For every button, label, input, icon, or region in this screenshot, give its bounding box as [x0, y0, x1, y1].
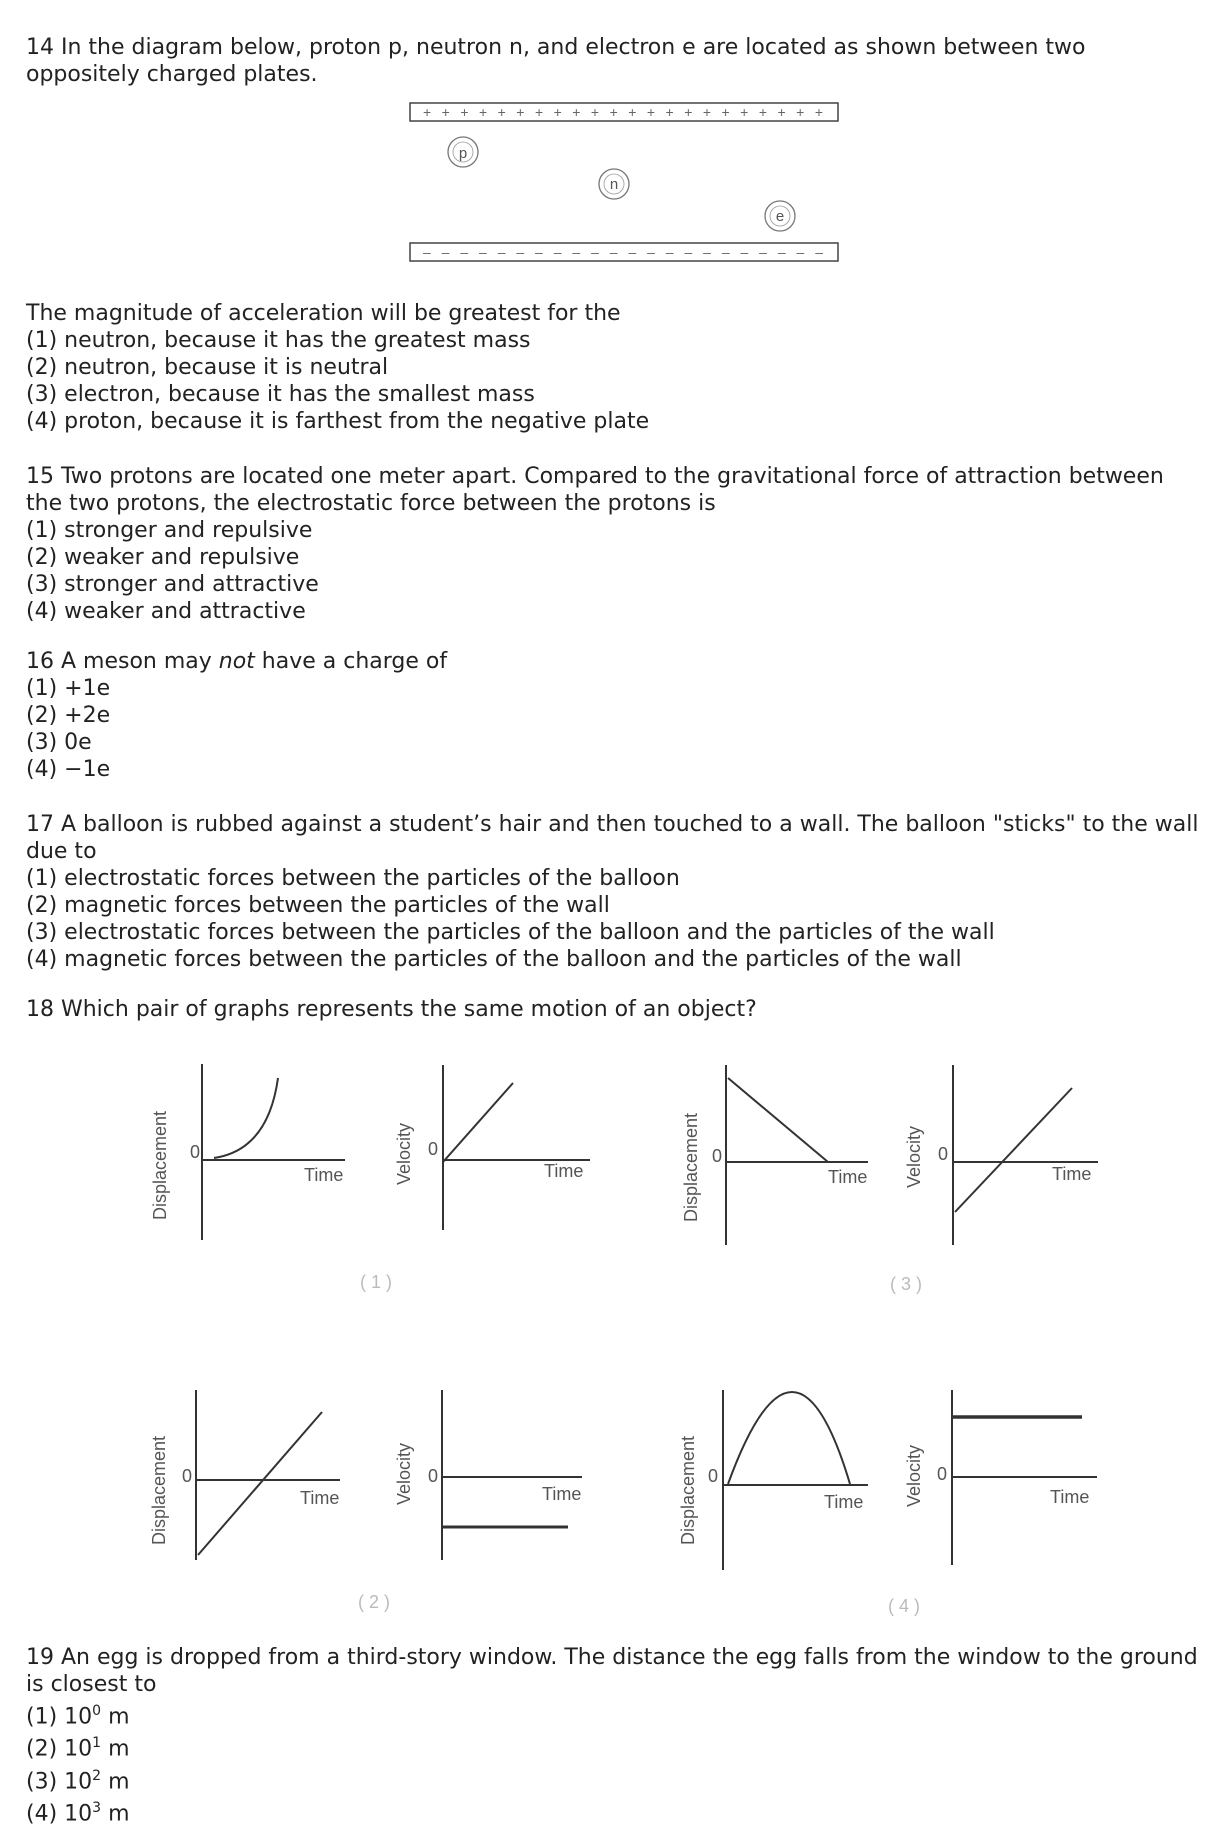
q14-stem-line2: oppositely charged plates.: [26, 62, 318, 87]
q14-option-2[interactable]: (2) neutron, because it is neutral: [26, 355, 389, 380]
pair2-displacement-line: [198, 1412, 322, 1555]
q19-option-1-exponent: 0: [92, 1703, 102, 1719]
pair4-displacement-time-label: Time: [824, 1492, 864, 1512]
q14-option-3[interactable]: (3) electron, because it has the smallest mass: [26, 382, 535, 407]
bottom-plate-charges: – – – – – – – – – – – – – – – – – – – – – –: [423, 244, 823, 260]
electron-label: e: [775, 208, 785, 225]
pair2-velocity-time-label: Time: [542, 1484, 582, 1504]
q19-option-4[interactable]: [26, 1795, 1198, 1827]
pair2-label: ( 2 ): [358, 1592, 391, 1612]
q19-option-3-unit: m: [101, 1768, 130, 1794]
pair2-velocity-origin: 0: [428, 1466, 439, 1486]
pair3-displacement-time-label: Time: [828, 1167, 868, 1187]
q16-option-2[interactable]: (2) +2e: [26, 703, 111, 728]
q16-option-3[interactable]: (3) 0e: [26, 730, 92, 755]
pair4-velocity-time-label: Time: [1050, 1487, 1090, 1507]
q19-option-1-unit: m: [101, 1704, 130, 1730]
q19-option-2-exponent: 1: [92, 1735, 102, 1752]
pair1-displacement-origin: 0: [190, 1142, 201, 1162]
top-plate-charges: + + + + + + + + + + + + + + + + + + + + + +: [423, 104, 824, 120]
q14-option-1[interactable]: (1) neutron, because it has the greatest mass: [26, 328, 531, 353]
pair2-displacement-axis-label: Displacement: [149, 1435, 169, 1545]
q19-option-2-unit: m: [101, 1736, 130, 1762]
q17-option-2[interactable]: (2) magnetic forces between the particles of the wall: [26, 893, 610, 918]
pair1-displacement-axis-label: Displacement: [150, 1110, 170, 1220]
q16-option-4[interactable]: (4) −1e: [26, 757, 111, 782]
q19-option-4-base: (4) 10: [26, 1801, 93, 1827]
pair2-velocity-axis-label: Velocity: [394, 1442, 414, 1505]
pair3-displacement-line: [728, 1078, 828, 1162]
pair4-velocity-axis-label: Velocity: [904, 1444, 924, 1507]
question-14-options: [26, 300, 649, 435]
q16-stem-pre: 16 A meson may: [26, 649, 219, 674]
pair3-velocity-origin: 0: [938, 1144, 949, 1164]
q15-stem-line2: the two protons, the electrostatic force between the protons is: [26, 491, 716, 516]
q16-stem: [26, 648, 447, 675]
q19-stem-line1: 19 An egg is dropped from a third-story window. The distance the egg falls from the window to the ground: [26, 1645, 1198, 1670]
q19-option-2-base: (2) 10: [26, 1736, 93, 1762]
q19-option-4-unit: m: [101, 1801, 130, 1827]
motion-graphs: [0, 1040, 1232, 1640]
pair1-displacement-curve: [214, 1078, 278, 1158]
pair2-displacement-origin: 0: [182, 1466, 193, 1486]
q19-option-2[interactable]: [26, 1730, 1198, 1762]
q19-option-4-exponent: 3: [92, 1799, 102, 1816]
q14-stem-line1: 14 In the diagram below, proton p, neutron n, and electron e are located as shown between two: [26, 35, 1086, 60]
q17-stem-line1: 17 A balloon is rubbed against a student’s hair and then touched to a wall. The balloon "sticks" to the wall: [26, 812, 1199, 837]
pair3-velocity-axis-label: Velocity: [904, 1125, 924, 1188]
proton-label: p: [458, 145, 468, 162]
question-18: [26, 996, 757, 1023]
q15-stem-line1: 15 Two protons are located one meter apart. Compared to the gravitational force of attraction between: [26, 464, 1164, 489]
q17-option-1[interactable]: (1) electrostatic forces between the particles of the balloon: [26, 866, 680, 891]
pair1-velocity-axis-label: Velocity: [394, 1122, 414, 1185]
q19-option-3-exponent: 2: [92, 1767, 102, 1784]
pair2-displacement-time-label: Time: [300, 1488, 340, 1508]
pair4-displacement-origin: 0: [708, 1466, 719, 1486]
pair4-label: ( 4 ): [888, 1596, 921, 1616]
pair3-velocity-line: [955, 1088, 1072, 1212]
question-15: [26, 463, 1164, 625]
q19-option-1[interactable]: [26, 1698, 1198, 1730]
question-17: [26, 811, 1198, 973]
q19-stem-line2: is closest to: [26, 1672, 157, 1697]
pair1-velocity-time-label: Time: [544, 1161, 584, 1181]
pair3-label: ( 3 ): [890, 1274, 923, 1294]
pair3-velocity-time-label: Time: [1052, 1164, 1092, 1184]
q17-option-4[interactable]: (4) magnetic forces between the particles of the balloon and the particles of the wall: [26, 947, 962, 972]
pair1-velocity-line: [443, 1083, 513, 1162]
q19-option-3[interactable]: [26, 1763, 1198, 1795]
pair1-label: ( 1 ): [360, 1272, 393, 1292]
q17-stem-line2: due to: [26, 839, 97, 864]
pair3-displacement-axis-label: Displacement: [681, 1112, 701, 1222]
q15-option-2[interactable]: (2) weaker and repulsive: [26, 545, 300, 570]
q18-stem: 18 Which pair of graphs represents the same motion of an object?: [26, 997, 757, 1022]
q17-option-3[interactable]: (3) electrostatic forces between the particles of the balloon and the particles of the wall: [26, 920, 995, 945]
pair4-displacement-axis-label: Displacement: [678, 1435, 698, 1545]
q14-option-4[interactable]: (4) proton, because it is farthest from the negative plate: [26, 409, 650, 434]
q15-option-4[interactable]: (4) weaker and attractive: [26, 599, 306, 624]
question-16: [26, 648, 447, 783]
pair1-displacement-time-label: Time: [304, 1165, 344, 1185]
pair4-velocity-origin: 0: [937, 1464, 948, 1484]
question-14-stem: [26, 34, 1085, 88]
q19-option-1-base: (1) 10: [26, 1704, 93, 1730]
pair3-displacement-origin: 0: [712, 1146, 723, 1166]
q19-option-3-base: (3) 10: [26, 1768, 93, 1794]
question-19: [26, 1644, 1198, 1827]
q15-option-1[interactable]: (1) stronger and repulsive: [26, 518, 313, 543]
q16-stem-emphasis: not: [218, 649, 255, 674]
q16-stem-post: have a charge of: [254, 649, 448, 674]
q16-option-1[interactable]: (1) +1e: [26, 676, 111, 701]
pair4-displacement-curve: [728, 1392, 850, 1484]
neutron-label: n: [609, 176, 619, 193]
charged-plates-diagram: [405, 100, 845, 270]
q15-option-3[interactable]: (3) stronger and attractive: [26, 572, 319, 597]
pair1-velocity-origin: 0: [428, 1139, 439, 1159]
q14-prompt: The magnitude of acceleration will be greatest for the: [26, 301, 621, 326]
